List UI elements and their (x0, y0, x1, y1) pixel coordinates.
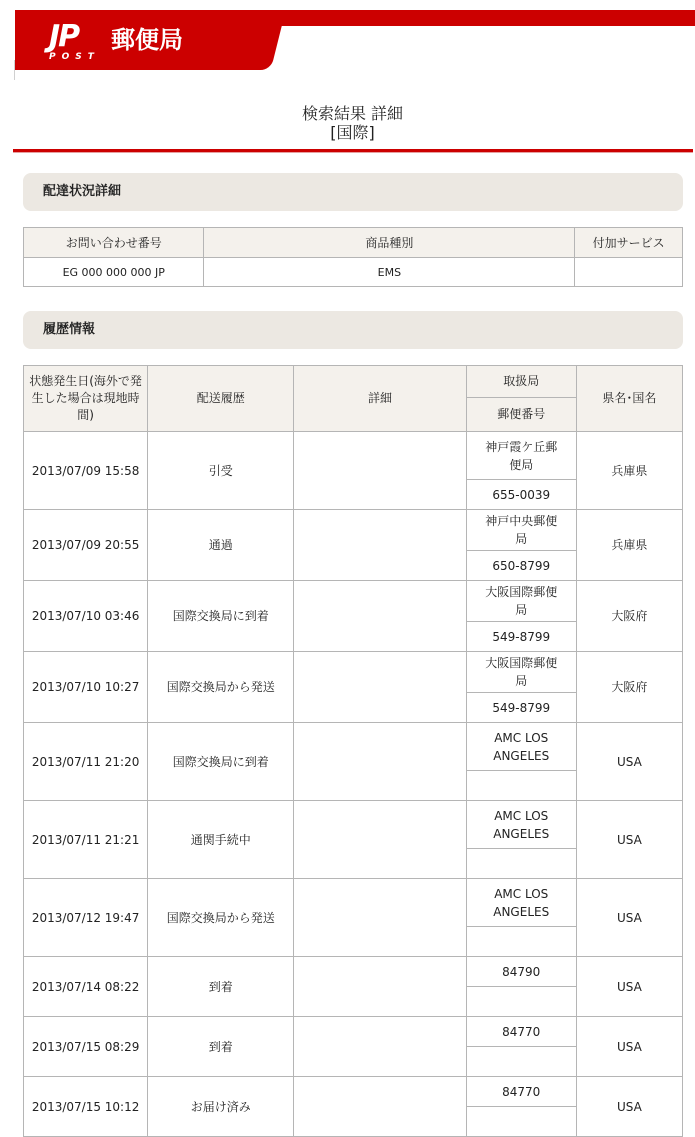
table-row (24, 432, 683, 480)
col-extra-service: 付加サービス (575, 228, 683, 258)
history-office: AMC LOS ANGELES (466, 801, 576, 849)
history-detail (294, 801, 466, 879)
history-date: 2013/07/09 20:55 (24, 510, 148, 581)
history-postal-code (466, 987, 576, 1017)
history-postal-code (466, 927, 576, 957)
history-date: 2013/07/10 10:27 (24, 652, 148, 723)
history-detail (294, 510, 466, 581)
history-detail (294, 879, 466, 957)
history-office: AMC LOS ANGELES (466, 723, 576, 771)
history-date: 2013/07/11 21:20 (24, 723, 148, 801)
history-date: 2013/07/15 08:29 (24, 1017, 148, 1077)
col-prefecture: 県名･国名 (576, 366, 682, 432)
history-region: 大阪府 (576, 581, 682, 652)
history-office: 84790 (466, 957, 576, 987)
history-status: 引受 (148, 432, 294, 510)
col-date: 状態発生日(海外で発生した場合は現地時間) (24, 366, 148, 432)
col-postal-code: 郵便番号 (466, 398, 576, 432)
delivery-table (23, 227, 683, 287)
history-detail (294, 432, 466, 510)
product-type: EMS (204, 258, 575, 287)
history-office: 神戸霞ケ丘郵便局 (466, 432, 576, 480)
history-office: 神戸中央郵便局 (466, 510, 576, 551)
table-row (24, 258, 683, 287)
history-date: 2013/07/15 10:12 (24, 1077, 148, 1137)
col-history: 配送履歴 (148, 366, 294, 432)
history-postal-code: 549-8799 (466, 622, 576, 652)
history-date: 2013/07/11 21:21 (24, 801, 148, 879)
history-office: 大阪国際郵便局 (466, 652, 576, 693)
table-row (24, 879, 683, 927)
brand-name: 郵便局 (111, 26, 183, 54)
site-header (15, 10, 695, 70)
col-product-type: 商品種別 (204, 228, 575, 258)
header-divider (14, 60, 15, 80)
history-status: 国際交換局に到着 (148, 581, 294, 652)
history-region: USA (576, 957, 682, 1017)
history-detail (294, 1017, 466, 1077)
history-status: 到着 (148, 957, 294, 1017)
history-region: 兵庫県 (576, 510, 682, 581)
history-detail (294, 1077, 466, 1137)
history-detail (294, 652, 466, 723)
history-postal-code (466, 771, 576, 801)
delivery-section-heading: 配達状況詳細 (23, 173, 683, 211)
history-region: USA (576, 879, 682, 957)
history-postal-code: 655-0039 (466, 480, 576, 510)
history-office: 84770 (466, 1077, 576, 1107)
history-detail (294, 723, 466, 801)
history-status: 国際交換局に到着 (148, 723, 294, 801)
history-office: 大阪国際郵便局 (466, 581, 576, 622)
history-section-heading: 履歴情報 (23, 311, 683, 349)
table-row (24, 957, 683, 987)
table-row (24, 510, 683, 551)
title-rule (13, 149, 693, 153)
page-title (0, 104, 695, 142)
history-region: 大阪府 (576, 652, 682, 723)
history-postal-code: 549-8799 (466, 693, 576, 723)
history-date: 2013/07/14 08:22 (24, 957, 148, 1017)
page-title-line1: 検索結果 詳細 (301, 104, 404, 123)
history-date: 2013/07/12 19:47 (24, 879, 148, 957)
history-status: 通関手続中 (148, 801, 294, 879)
col-tracking-number: お問い合わせ番号 (24, 228, 204, 258)
col-detail: 詳細 (294, 366, 466, 432)
history-postal-code (466, 1107, 576, 1137)
table-row (24, 581, 683, 622)
history-detail (294, 581, 466, 652)
history-status: 到着 (148, 1017, 294, 1077)
history-date: 2013/07/09 15:58 (24, 432, 148, 510)
history-status: お届け済み (148, 1077, 294, 1137)
history-region: USA (576, 723, 682, 801)
history-region: USA (576, 1077, 682, 1137)
history-status: 国際交換局から発送 (148, 652, 294, 723)
table-row (24, 1077, 683, 1107)
col-office: 取扱局 (466, 366, 576, 398)
logo-tab[interactable] (15, 10, 265, 70)
tracking-number: EG 000 000 000 JP (24, 258, 204, 287)
post-logo-text: POST (49, 52, 100, 62)
table-row (24, 1017, 683, 1047)
history-postal-code (466, 1047, 576, 1077)
extra-service (575, 258, 683, 287)
history-office: AMC LOS ANGELES (466, 879, 576, 927)
history-region: USA (576, 801, 682, 879)
history-status: 国際交換局から発送 (148, 879, 294, 957)
table-row (24, 652, 683, 693)
table-row (24, 801, 683, 849)
history-date: 2013/07/10 03:46 (24, 581, 148, 652)
table-row (24, 723, 683, 771)
history-region: USA (576, 1017, 682, 1077)
jp-logo-icon: JP (49, 19, 79, 54)
page-title-line2: [国際] (330, 123, 375, 142)
history-status: 通過 (148, 510, 294, 581)
history-detail (294, 957, 466, 1017)
history-postal-code: 650-8799 (466, 551, 576, 581)
history-table (23, 365, 683, 1137)
history-postal-code (466, 849, 576, 879)
history-region: 兵庫県 (576, 432, 682, 510)
history-office: 84770 (466, 1017, 576, 1047)
